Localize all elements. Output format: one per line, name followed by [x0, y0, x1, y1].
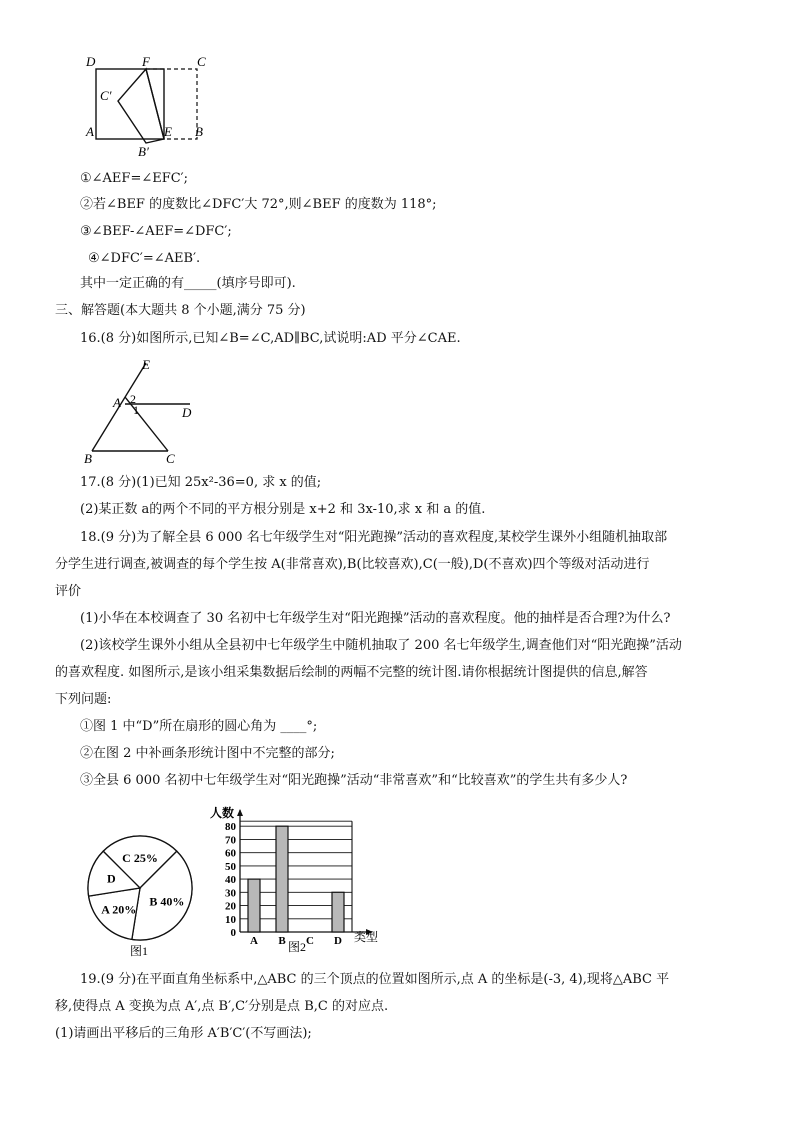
label-C: C	[166, 451, 175, 465]
q18-part-2-line-2: 的喜欢程度. 如图所示,是该小组采集数据后绘制的两幅不完整的统计图.请你根据统计图提供的信息,解答	[55, 665, 648, 680]
bar-a	[248, 879, 260, 932]
label-C: C	[197, 54, 206, 69]
q18-part-2-line-3: 下列问题:	[55, 692, 112, 707]
y-axis-arrow	[237, 809, 243, 816]
label-angle-2: 2	[130, 392, 136, 406]
y-tick-10: 10	[225, 913, 236, 926]
y-tick-60: 60	[225, 847, 236, 860]
label-E: E	[142, 357, 150, 372]
q16-text: 16.(8 分)如图所示,已知∠B=∠C,AD∥BC,试说明:AD 平分∠CAE.	[80, 331, 461, 346]
q19-part-1: (1)请画出平移后的三角形 A′B′C′(不写画法);	[55, 1026, 312, 1041]
label-F: F	[142, 54, 150, 69]
q19-line-2: 移,使得点 A 变换为点 A′,点 B′,C′分别是点 B,C 的对应点.	[55, 999, 389, 1014]
q18-line-2: 分学生进行调查,被调查的每个学生按 A(非常喜欢),B(比较喜欢),C(一般),D(不喜欢)四个等级对活动进行	[55, 557, 650, 572]
x-tick-a: A	[250, 935, 258, 947]
y-tick-70: 70	[225, 834, 236, 847]
bar-xlabel: 类型	[354, 930, 379, 944]
bar-d	[332, 892, 344, 932]
q17-part-1: 17.(8 分)(1)已知 25x²-36=0, 求 x 的值;	[80, 475, 322, 490]
q18-line-1: 18.(9 分)为了解全县 6 000 名七年级学生对“阳光跑操”活动的喜欢程度,某校学生课外小组随机抽取部	[80, 530, 668, 545]
pie-chart	[80, 830, 210, 960]
y-tick-80: 80	[225, 821, 236, 834]
pie-title: 图1	[130, 944, 149, 958]
q18-part-2-line-1: (2)该校学生课外小组从全县初中七年级学生中随机抽取了 200 名七年级学生,调查他们对“阳光跑操”活动	[80, 638, 682, 653]
q15-item-2: ②若∠BEF 的度数比∠DFC′大 72°,则∠BEF 的度数为 118°;	[80, 197, 437, 212]
y-tick-0: 0	[230, 927, 236, 939]
q15-tail: 其中一定正确的有_____(填序号即可).	[80, 276, 296, 291]
q17-part-2: (2)某正数 a的两个不同的平方根分别是 x+2 和 3x-10,求 x 和 a 的值.	[80, 502, 486, 517]
section-3-heading: 三、解答题(本大题共 8 个小题,满分 75 分)	[55, 303, 306, 318]
bar-b	[276, 826, 288, 932]
label-A: A	[86, 124, 94, 139]
pie-label-a: A 20%	[101, 902, 137, 917]
label-C-prime: C′	[100, 88, 112, 103]
bar-title: 图2	[288, 940, 307, 954]
folded-flap	[118, 69, 164, 143]
label-E: E	[164, 124, 172, 139]
q15-item-3: ③∠BEF-∠AEF=∠DFC′;	[80, 224, 232, 239]
y-tick-50: 50	[225, 860, 236, 873]
q15-item-4: ④∠DFC′=∠AEB′.	[88, 251, 201, 266]
q18-sub-1: ①图 1 中“D”所在扇形的圆心角为 ____°;	[80, 719, 318, 734]
label-B-prime: B′	[138, 144, 149, 159]
q18-sub-3: ③全县 6 000 名初中七年级学生对“阳光跑操”活动“非常喜欢”和“比较喜欢”的学生共有多少人?	[80, 773, 628, 788]
label-B: B	[84, 451, 92, 465]
label-D: D	[182, 405, 192, 420]
y-tick-20: 20	[225, 900, 236, 913]
triangle-figure	[80, 355, 210, 465]
label-B: B	[195, 124, 203, 139]
rect-solid-part	[96, 69, 164, 139]
x-tick-b: B	[278, 935, 286, 947]
q19-line-1: 19.(9 分)在平面直角坐标系中,△ABC 的三个顶点的位置如图所示,点 A 的坐标是(-3, 4),现将△ABC 平	[80, 972, 670, 987]
q18-part-1: (1)小华在本校调查了 30 名初中七年级学生对“阳光跑操”活动的喜欢程度。他的抽样是否合理?为什么?	[80, 611, 671, 626]
label-angle-1: 1	[133, 403, 139, 417]
x-tick-c: C	[306, 935, 314, 947]
pie-label-b: B 40%	[149, 894, 185, 909]
q15-item-1: ①∠AEF=∠EFC′;	[80, 171, 189, 186]
q18-sub-2: ②在图 2 中补画条形统计图中不完整的部分;	[80, 746, 335, 761]
y-tick-30: 30	[225, 887, 236, 900]
q18-line-3: 评价	[55, 584, 82, 599]
y-tick-40: 40	[225, 874, 236, 887]
bar-chart	[200, 805, 390, 955]
pie-label-c: C 25%	[122, 850, 158, 865]
pie-label-d: D	[106, 871, 116, 886]
fold-figure	[80, 50, 220, 160]
label-D: D	[86, 54, 96, 69]
x-tick-d: D	[334, 935, 342, 947]
bar-ylabel: 人数	[210, 806, 235, 820]
label-A: A	[113, 395, 121, 410]
